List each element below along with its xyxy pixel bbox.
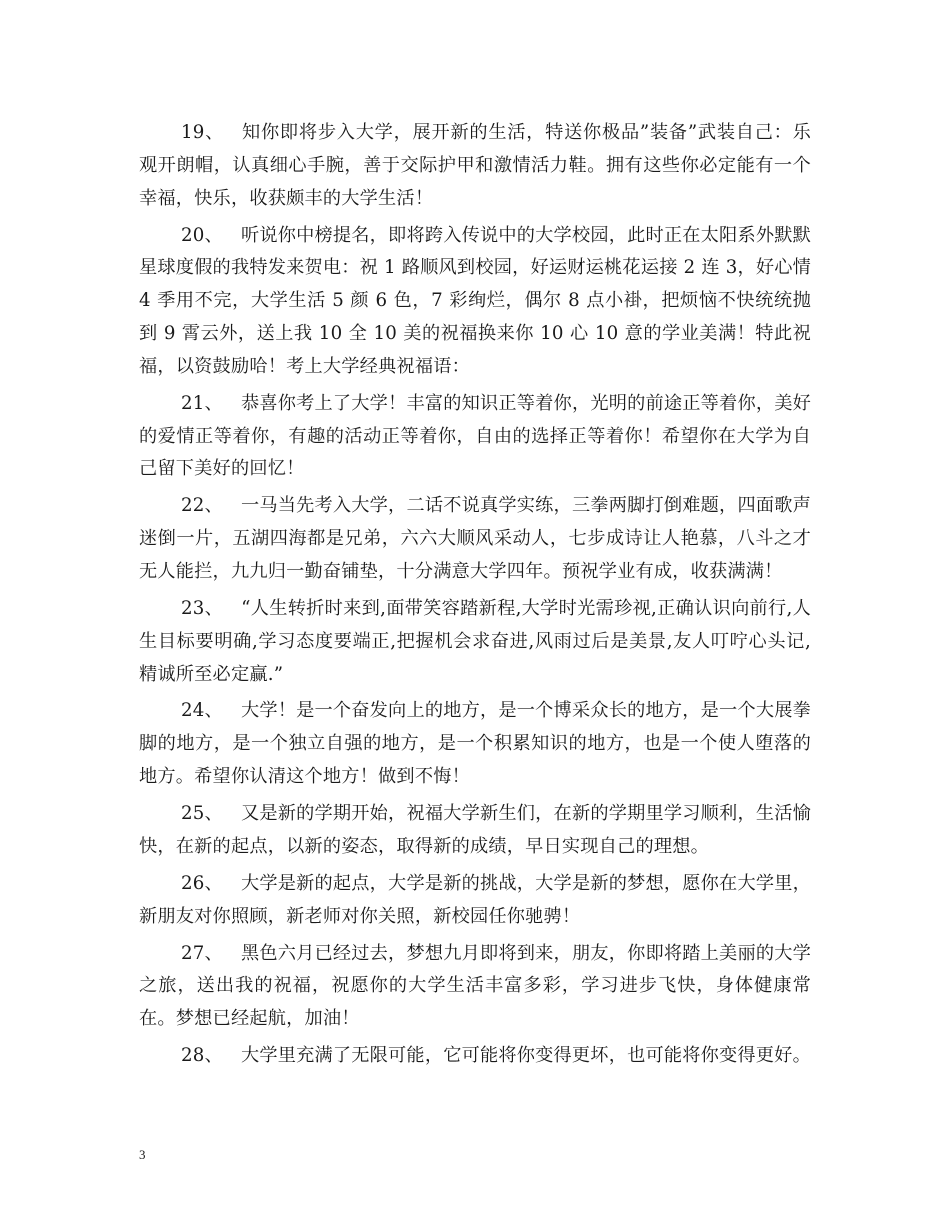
paragraph-28 (139, 1040, 811, 1073)
item-number: 19、 (181, 122, 225, 143)
paragraph-text: 大学！是一个奋发向上的地方，是一个博采众长的地方，是一个大展拳脚的地方，是一个独立自强的地方，是一个积累知识的地方，也是一个使人堕落的地方。希望你认清这个地方！做到不悔！ (139, 700, 811, 788)
paragraph-text: 大学是新的起点，大学是新的挑战，大学是新的梦想，愿你在大学里，新朋友对你照顾，新老师对你关照，新校园任你驰骋！ (139, 872, 811, 927)
paragraph-24 (139, 695, 811, 793)
paragraph-26 (139, 868, 811, 934)
item-number: 28、 (181, 1045, 223, 1067)
paragraph-text: 恭喜你考上了大学！丰富的知识正等着你，光明的前途正等着你，美好的爱情正等着你，有趣的活动正等着你，自由的选择正等着你！希望你在大学为自己留下美好的回忆！ (139, 392, 811, 480)
page-number: 3 (139, 1147, 146, 1162)
paragraph-text: 知你即将步入大学，展开新的生活，特送你极品”装备”武装自己：乐观开朗帽，认真细心手腕，善于交际护甲和激情活力鞋。拥有这些你必定能有一个幸福，快乐，收获颇丰的大学生活！ (139, 122, 811, 209)
paragraph-text: “人生转折时来到,面带笑容踏新程,大学时光需珍视,正确认识向前行,人生目标要明确,学习态度要端正,把握机会求奋进,风雨过后是美景,友人叮咛心头记,精诚所至必定赢.” (139, 597, 811, 685)
item-number: 20、 (181, 224, 223, 246)
item-number: 27、 (181, 942, 223, 964)
item-number: 22、 (181, 495, 223, 517)
paragraph-23 (139, 593, 811, 691)
paragraph-text: 听说你中榜提名，即将跨入传说中的大学校园，此时正在太阳系外默默星球度假的我特发来贺电：祝 1 路顺风到校园，好运财运桃花运接 2 连 3，好心情 4 季用不完，大学生活 5 颜 6 色，7 彩绚烂，偶尔 8 点小褂，把烦恼不快统统抛到 9 霄云外，送上我 10 全 10 美的祝福换来你 10 心 10 意的学业美满！特此祝福，以资鼓励哈！考上大学经典祝福语： (139, 224, 812, 377)
paragraph-text: 大学里充满了无限可能，它可能将你变得更坏，也可能将你变得更好。 (240, 1045, 811, 1067)
paragraph-text: 一马当先考入大学，二话不说真学实练，三拳两脚打倒难题，四面歌声迷倒一片，五湖四海都是兄弟，六六大顺风采动人，七步成诗让人艳慕，八斗之才无人能拦，九九归一勤奋铺垫，十分满意大学四年。预祝学业有成，收获满满！ (139, 495, 811, 582)
item-number: 25、 (181, 803, 223, 825)
paragraph-19 (139, 117, 811, 215)
item-number: 26、 (181, 872, 223, 894)
paragraph-21 (139, 388, 811, 486)
paragraph-20 (139, 220, 811, 384)
paragraph-27 (139, 938, 811, 1036)
paragraph-22 (139, 490, 811, 588)
item-number: 24、 (181, 700, 223, 722)
paragraph-text: 黑色六月已经过去，梦想九月即将到来，朋友，你即将踏上美丽的大学之旅，送出我的祝福，祝愿你的大学生活丰富多彩，学习进步飞快，身体健康常在。梦想已经起航，加油！ (139, 942, 811, 1030)
item-number: 23、 (181, 597, 224, 619)
paragraph-text: 又是新的学期开始，祝福大学新生们，在新的学期里学习顺利，生活愉快，在新的起点，以新的姿态，取得新的成绩，早日实现自己的理想。 (139, 803, 811, 857)
item-number: 21、 (181, 392, 223, 414)
paragraph-25 (139, 798, 811, 864)
document-body (139, 117, 811, 1077)
